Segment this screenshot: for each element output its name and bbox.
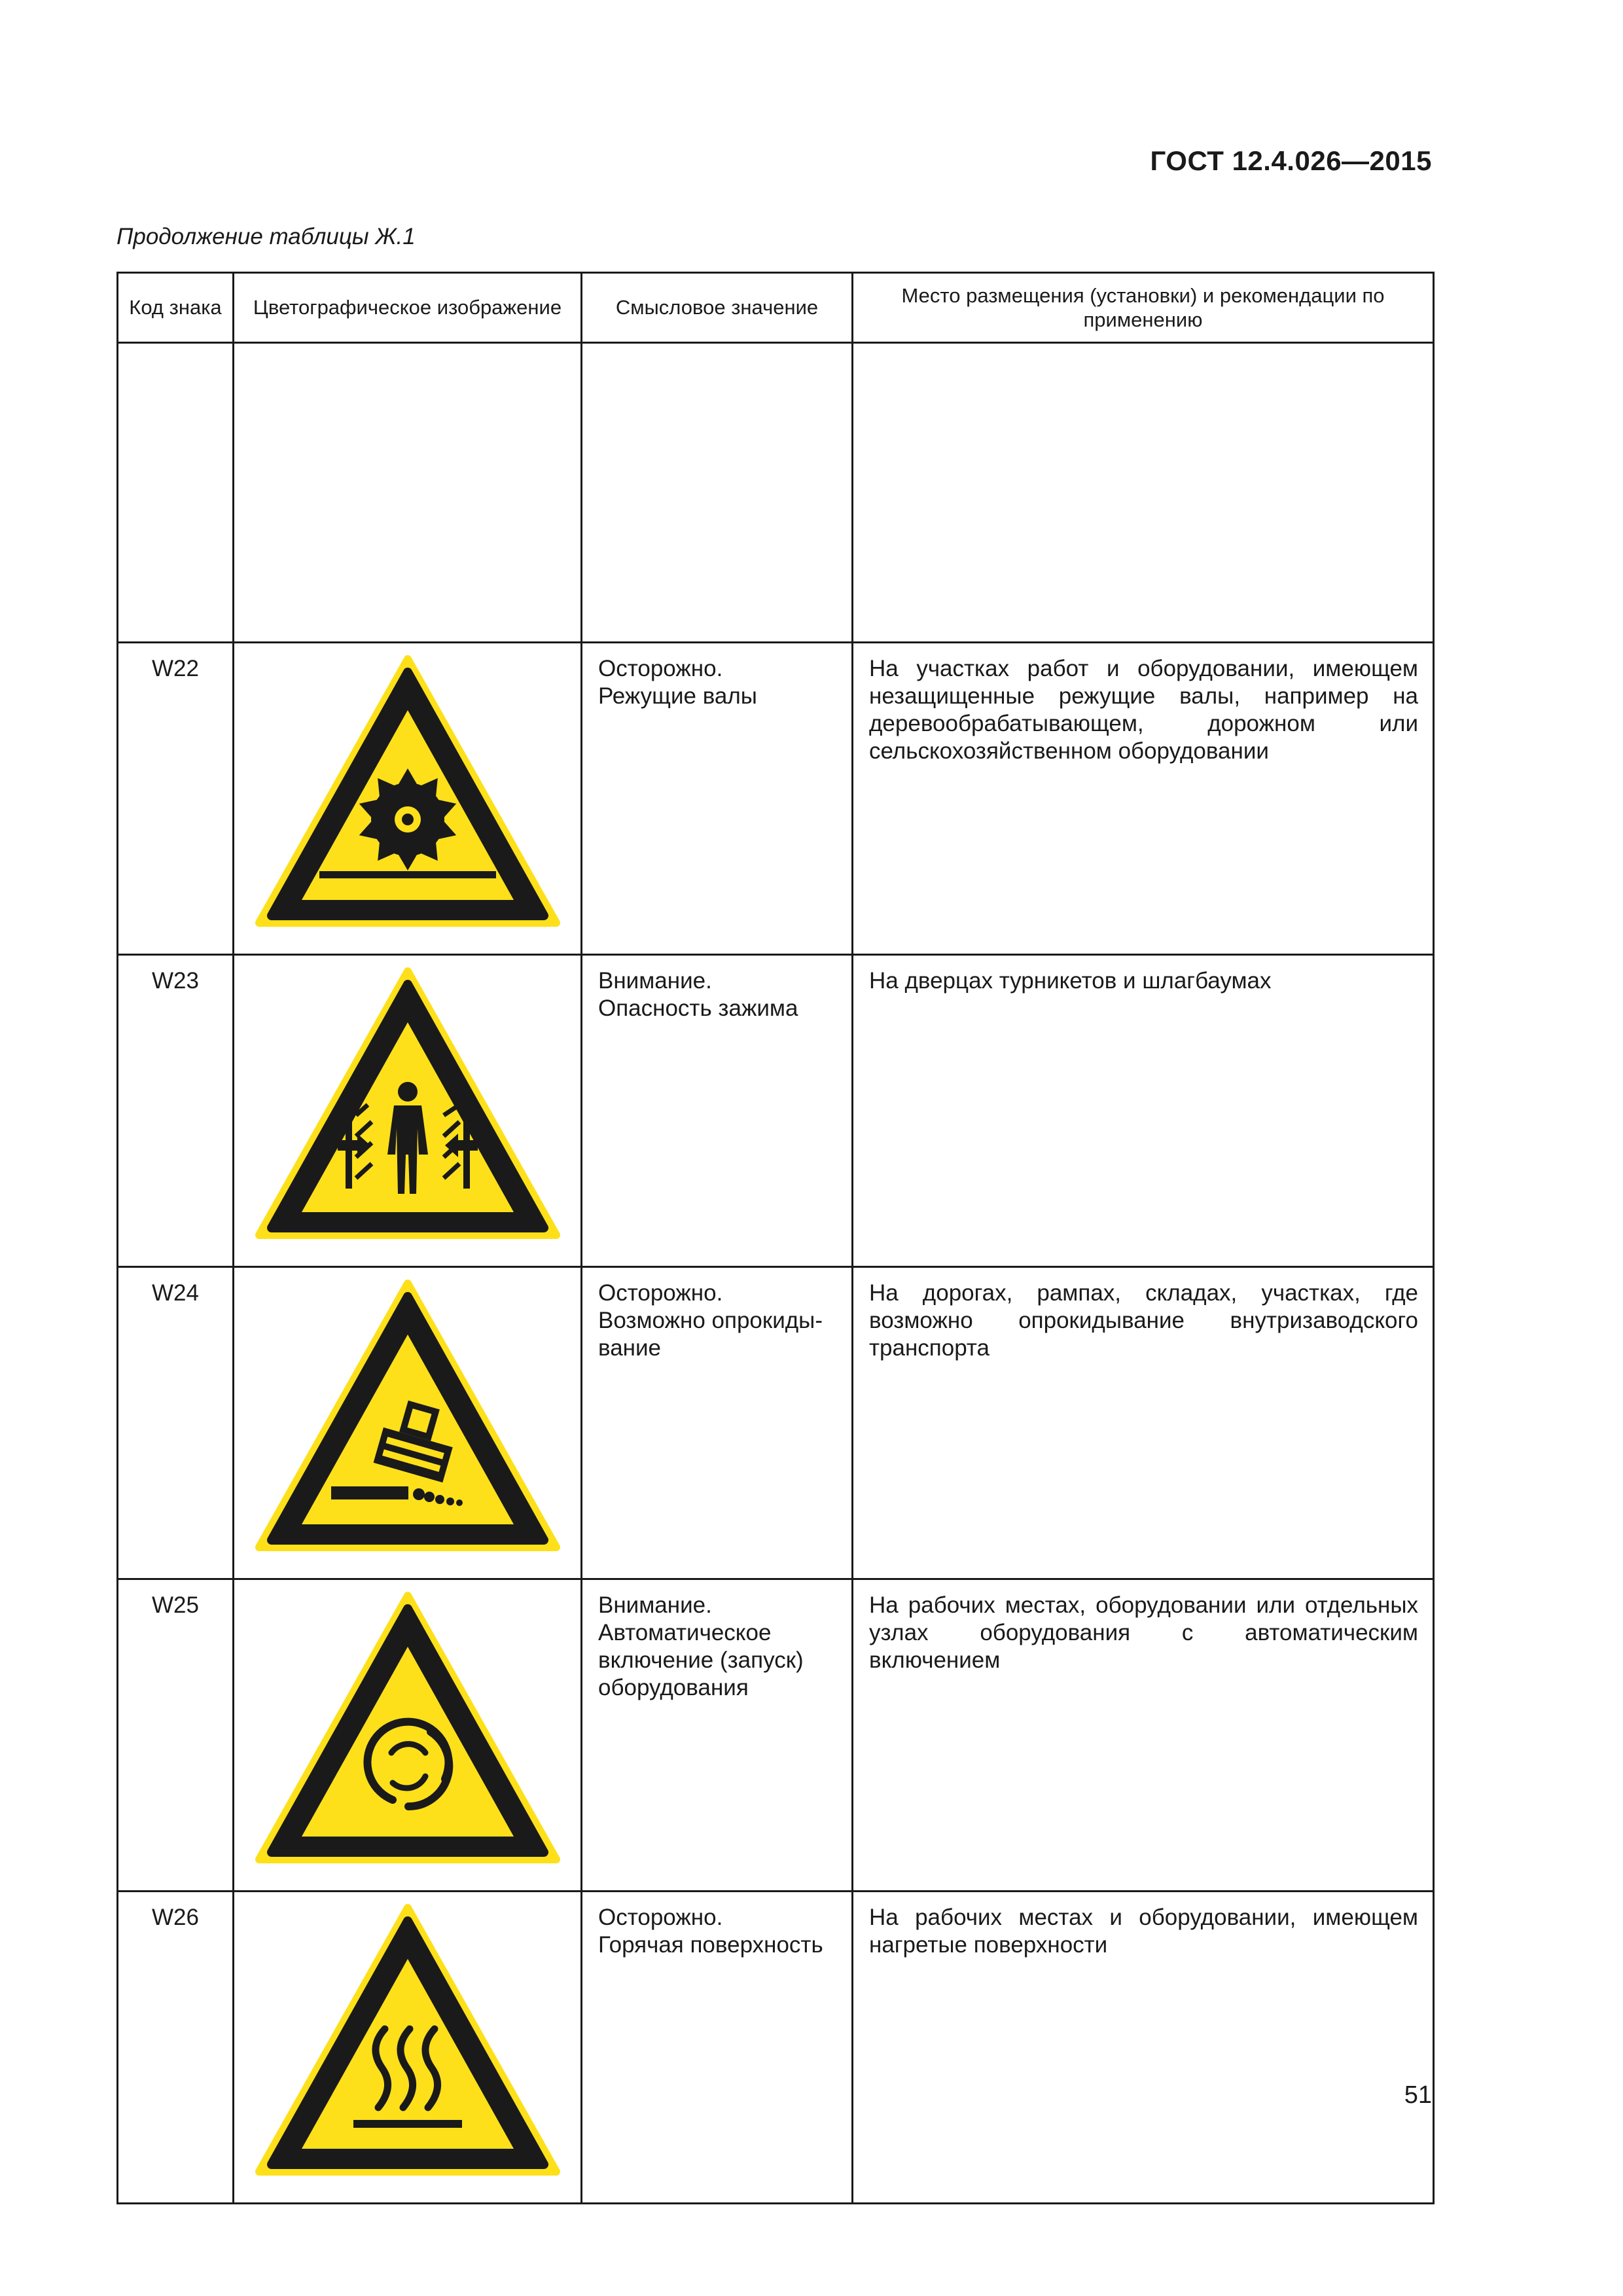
column-header-meaning: Смысловое значение [582,273,853,343]
sign-image-cell [234,1267,582,1579]
column-header-image: Цветографическое изображение [234,273,582,343]
table-row [118,955,1434,1267]
sign-image-cell [234,1579,582,1892]
sign-placement: На дорогах, рампах, складах, участках, где возможно опрокидывание внутризаводского транспорта [853,1267,1434,1579]
sign-image-cell [234,643,582,955]
column-header-code: Код знака [118,273,234,343]
sign-placement: На участках работ и оборудовании, имеющем незащищенные режущие валы, например на деревообрабатывающем, дорожном или сельскохозяйственном оборудовании [853,643,1434,955]
sign-meaning: Внимание. Автоматическое включение (запуск) оборудования [582,1579,853,1892]
signs-table [116,272,1435,2204]
table-row [118,1579,1434,1892]
column-header-placement: Место размещения (установки) и рекомендации по применению [853,273,1434,343]
crushing-person-icon [254,965,562,1243]
sign-image-cell [234,1892,582,2204]
table-row [118,643,1434,955]
sign-meaning: Осторожно. Горячая поверхность [582,1892,853,2204]
table-row [118,1267,1434,1579]
sign-code: W24 [118,1267,234,1579]
automatic-start-icon [254,1589,562,1867]
sign-meaning: Осторожно. Возможно опрокиды- вание [582,1267,853,1579]
sign-placement: На рабочих местах и оборудовании, имеющем нагретые поверхности [853,1892,1434,2204]
table-caption: Продолжение таблицы Ж.1 [116,224,416,249]
table-row [118,1892,1434,2204]
table-header-row [118,273,1434,343]
sign-code: W25 [118,1579,234,1892]
sign-code: W22 [118,643,234,955]
cutting-rollers-icon [254,653,562,931]
sign-placement: На дверцах турникетов и шлагбаумах [853,955,1434,1267]
sign-placement: На рабочих местах, оборудовании или отдельных узлах оборудования с автоматическим включением [853,1579,1434,1892]
sign-code: W23 [118,955,234,1267]
sign-meaning: Осторожно. Режущие валы [582,643,853,955]
header-separator [118,343,1434,643]
page-number: 51 [1404,2081,1432,2109]
vehicle-tipping-icon [254,1277,562,1555]
hot-surface-icon [254,1901,562,2179]
sign-code: W26 [118,1892,234,2204]
sign-meaning: Внимание. Опасность зажима [582,955,853,1267]
sign-image-cell [234,955,582,1267]
document-code: ГОСТ 12.4.026—2015 [1150,145,1432,176]
